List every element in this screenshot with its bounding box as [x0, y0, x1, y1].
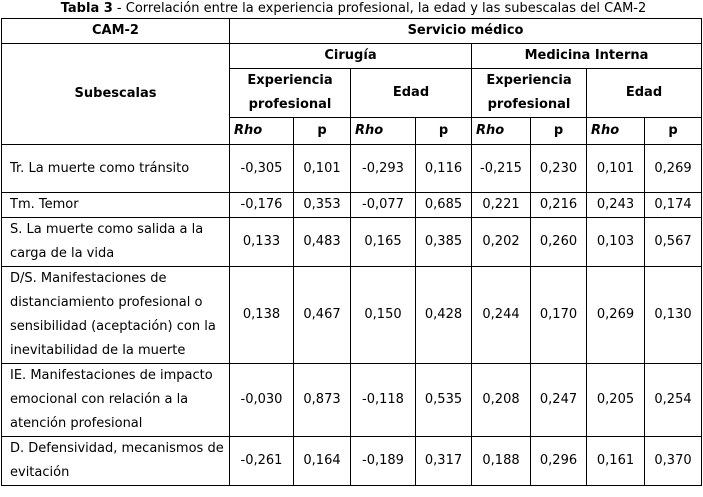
row-label: S. La muerte como salida a la carga de la vida	[2, 218, 230, 267]
table-cell: -0,118	[351, 364, 416, 437]
cirugia-experiencia-header: Experiencia profesional	[230, 69, 351, 118]
table-cell: 0,150	[351, 267, 416, 364]
table-cell: 0,317	[416, 437, 472, 486]
table-cell: 0,428	[416, 267, 472, 364]
p-header: p	[416, 118, 472, 145]
row-label: Tr. La muerte como tránsito	[2, 145, 230, 193]
table-number: Tabla 3	[60, 1, 113, 16]
rho-header: Rho	[351, 118, 416, 145]
medicina-header: Medicina Interna	[472, 44, 702, 69]
subescalas-header: Subescalas	[2, 44, 230, 145]
table-cell: 0,247	[531, 364, 587, 437]
table-cell: -0,030	[230, 364, 294, 437]
table-cell: 0,216	[531, 193, 587, 218]
table-cell: 0,685	[416, 193, 472, 218]
table-cell: 0,170	[531, 267, 587, 364]
medicina-edad-header: Edad	[587, 69, 702, 118]
table-cell: -0,215	[472, 145, 531, 193]
table-row	[2, 267, 702, 364]
table-cell: 0,269	[645, 145, 702, 193]
rho-header: Rho	[472, 118, 531, 145]
table-cell: 0,103	[587, 218, 645, 267]
table-cell: 0,269	[587, 267, 645, 364]
table-cell: 0,296	[531, 437, 587, 486]
table-cell: -0,176	[230, 193, 294, 218]
p-header: p	[531, 118, 587, 145]
row-label: Tm. Temor	[2, 193, 230, 218]
table-cell: 0,174	[645, 193, 702, 218]
p-header: p	[645, 118, 702, 145]
table-cell: 0,164	[294, 437, 351, 486]
header-row-2	[2, 44, 702, 69]
table-cell: 0,467	[294, 267, 351, 364]
table-title: - Correlación entre la experiencia profesional, la edad y las subescalas del CAM-2	[112, 1, 647, 16]
table-cell: -0,261	[230, 437, 294, 486]
p-header: p	[294, 118, 351, 145]
table-cell: 0,205	[587, 364, 645, 437]
table-cell: 0,567	[645, 218, 702, 267]
table-cell: 0,221	[472, 193, 531, 218]
table-cell: 0,385	[416, 218, 472, 267]
row-label: D/S. Manifestaciones de distanciamiento profesional o sensibilidad (aceptación) con la inevitabilidad de la muerte	[2, 267, 230, 364]
table-cell: 0,243	[587, 193, 645, 218]
table-cell: 0,161	[587, 437, 645, 486]
table-cell: 0,188	[472, 437, 531, 486]
table-cell: 0,483	[294, 218, 351, 267]
medicina-experiencia-header: Experiencia profesional	[472, 69, 587, 118]
rho-header: Rho	[230, 118, 294, 145]
table-cell: 0,370	[645, 437, 702, 486]
table-cell: -0,305	[230, 145, 294, 193]
table-cell: 0,873	[294, 364, 351, 437]
table-cell: 0,254	[645, 364, 702, 437]
table-row	[2, 145, 702, 193]
table-cell: -0,293	[351, 145, 416, 193]
table-cell: 0,230	[531, 145, 587, 193]
correlation-table	[1, 18, 702, 486]
rho-header: Rho	[587, 118, 645, 145]
table-cell: 0,353	[294, 193, 351, 218]
cirugia-edad-header: Edad	[351, 69, 472, 118]
table-cell: 0,535	[416, 364, 472, 437]
table-cell: 0,202	[472, 218, 531, 267]
table-cell: 0,101	[294, 145, 351, 193]
table-row	[2, 218, 702, 267]
table-cell: 0,138	[230, 267, 294, 364]
table-cell: 0,130	[645, 267, 702, 364]
cirugia-header: Cirugía	[230, 44, 472, 69]
table-cell: 0,101	[587, 145, 645, 193]
table-cell: 0,208	[472, 364, 531, 437]
row-label: D. Defensividad, mecanismos de evitación	[2, 437, 230, 486]
table-cell: 0,260	[531, 218, 587, 267]
servicio-header: Servicio médico	[230, 19, 702, 44]
table-row	[2, 193, 702, 218]
table-cell: 0,116	[416, 145, 472, 193]
table-cell: -0,077	[351, 193, 416, 218]
row-label: IE. Manifestaciones de impacto emocional con relación a la atención profesional	[2, 364, 230, 437]
table-row	[2, 364, 702, 437]
header-row-1	[2, 19, 702, 44]
table-cell: 0,133	[230, 218, 294, 267]
table-row	[2, 437, 702, 486]
table-caption	[0, 0, 703, 18]
table-cell: 0,165	[351, 218, 416, 267]
table-cell: -0,189	[351, 437, 416, 486]
cam2-header: CAM-2	[2, 19, 230, 44]
table-cell: 0,244	[472, 267, 531, 364]
